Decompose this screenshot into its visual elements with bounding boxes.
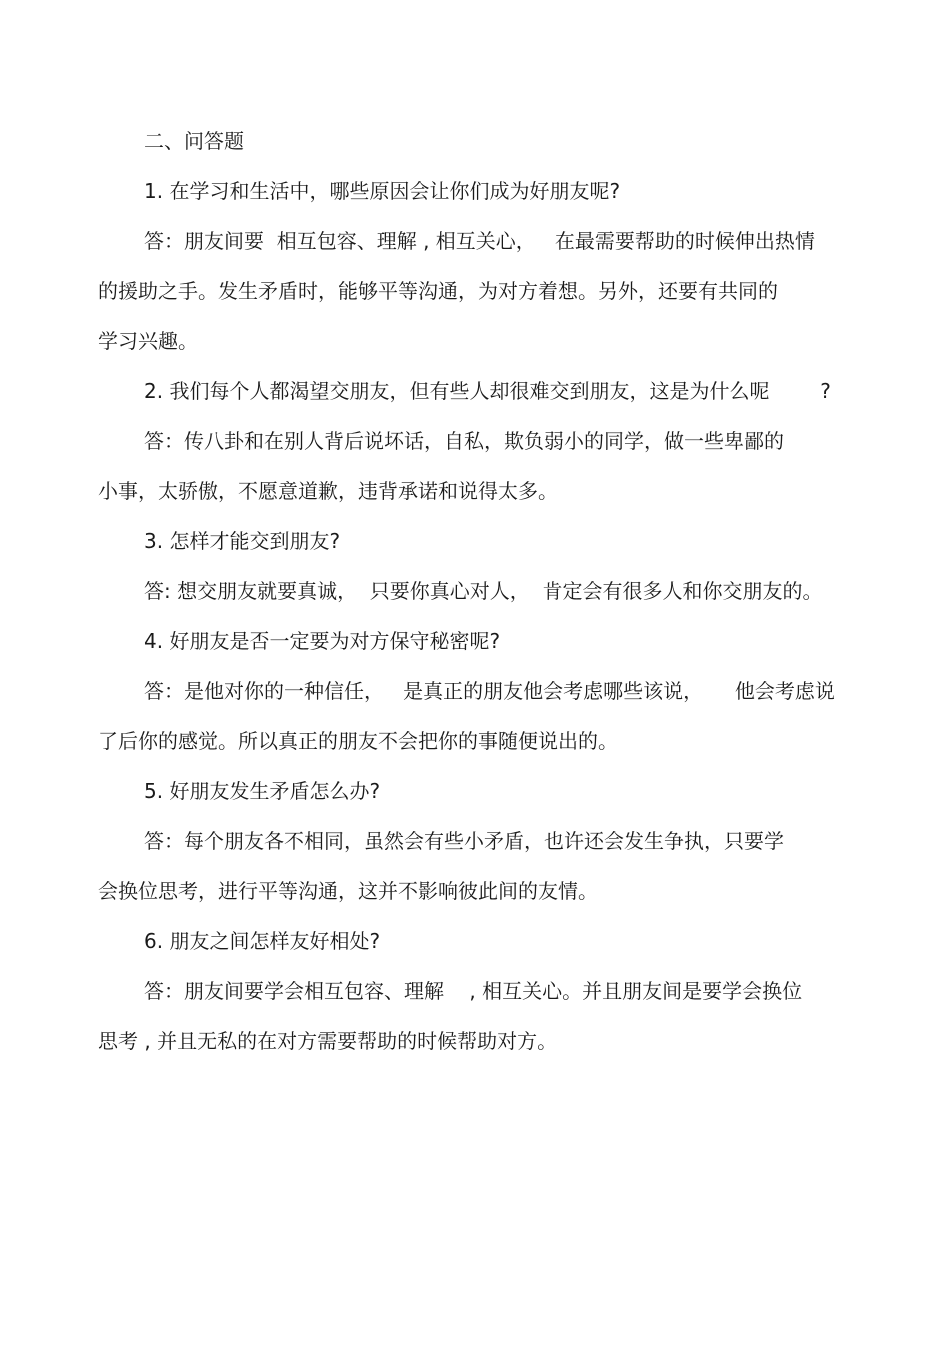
answer-6-line-1: 答：朋友间要学会相互包容、理解 , 相互关心。并且朋友间是要学会换位	[144, 979, 803, 1003]
section-title: 二、问答题	[144, 129, 244, 153]
answer-3-line-1: 答: 想交朋友就要真诚， 只要你真心对人， 肯定会有很多人和你交朋友的。	[144, 579, 823, 603]
question-2: 2. 我们每个人都渴望交朋友，但有些人却很难交到朋友，这是为什么呢 ?	[144, 379, 831, 403]
question-5: 5. 好朋友发生矛盾怎么办?	[144, 779, 381, 803]
answer-4-line-2: 了后你的感觉。所以真正的朋友不会把你的事随便说出的。	[98, 729, 618, 753]
answer-4-line-1: 答：是他对你的一种信任， 是真正的朋友他会考虑哪些该说， 他会考虑说	[144, 679, 835, 703]
answer-5-line-1: 答：每个朋友各不相同，虽然会有些小矛盾，也许还会发生争执，只要学	[144, 829, 784, 853]
answer-6-line-2: 思考 , 并且无私的在对方需要帮助的时候帮助对方。	[98, 1029, 558, 1053]
question-3: 3. 怎样才能交到朋友?	[144, 529, 341, 553]
answer-1-line-1: 答：朋友间要 相互包容、理解 , 相互关心， 在最需要帮助的时候伸出热情	[144, 229, 815, 253]
answer-5-line-2: 会换位思考，进行平等沟通，这并不影响彼此间的友情。	[98, 879, 598, 903]
question-1: 1. 在学习和生活中，哪些原因会让你们成为好朋友呢?	[144, 179, 621, 203]
answer-2-line-2: 小事，太骄傲，不愿意道歉，违背承诺和说得太多。	[98, 479, 558, 503]
answer-2-line-1: 答：传八卦和在别人背后说坏话，自私，欺负弱小的同学，做一些卑鄙的	[144, 429, 784, 453]
question-4: 4. 好朋友是否一定要为对方保守秘密呢?	[144, 629, 501, 653]
question-6: 6. 朋友之间怎样友好相处?	[144, 929, 381, 953]
answer-1-line-3: 学习兴趣。	[98, 329, 198, 353]
answer-1-line-2: 的援助之手。发生矛盾时，能够平等沟通，为对方着想。另外，还要有共同的	[98, 279, 778, 303]
